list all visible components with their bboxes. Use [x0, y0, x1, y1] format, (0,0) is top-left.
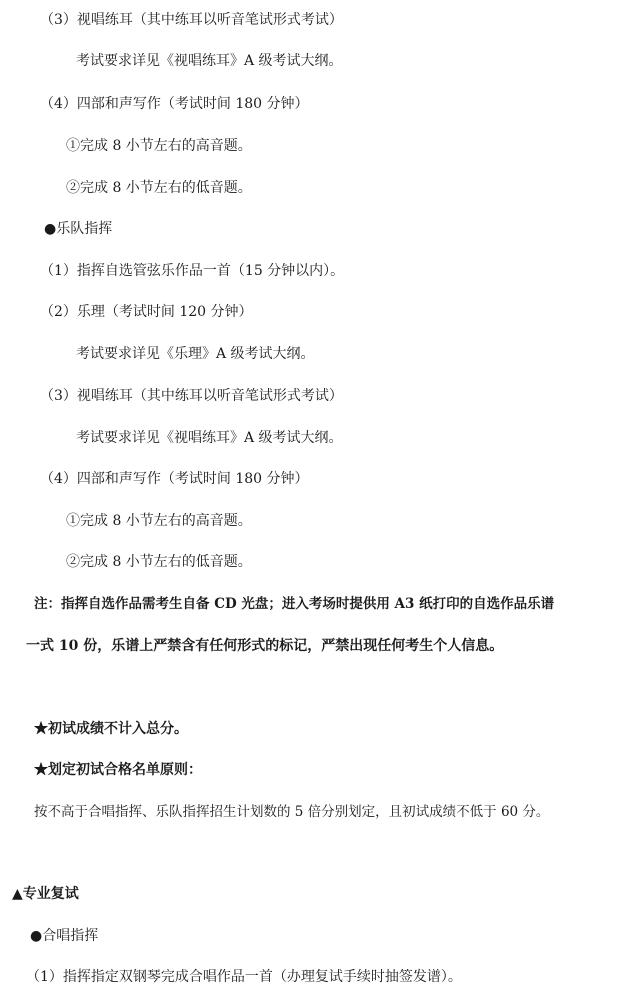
text-line-11: 考试要求详见《视唱练耳》A 级考试大纲。 — [76, 430, 343, 446]
text-line-10: （3）视唱练耳（其中练耳以听音笔试形式考试） — [40, 388, 343, 404]
text-line-3: （4）四部和声写作（考试时间 180 分钟） — [40, 96, 309, 112]
star-item-2: ★划定初试合格名单原则： — [34, 762, 202, 778]
text-line-2: 考试要求详见《视唱练耳》A 级考试大纲。 — [76, 53, 343, 69]
text-line-9: 考试要求详见《乐理》A 级考试大纲。 — [76, 346, 315, 362]
text-line-8: （2）乐理（考试时间 120 分钟） — [40, 304, 253, 320]
text-line-1: （3）视唱练耳（其中练耳以听音笔试形式考试） — [40, 12, 343, 28]
note-line-1: 注：指挥自选作品需考生自备 CD 光盘；进入考场时提供用 A3 纸打印的自选作品乐谱 — [34, 596, 555, 612]
text-line-13: ①完成 8 小节左右的高音题。 — [66, 513, 252, 529]
text-line-12: （4）四部和声写作（考试时间 180 分钟） — [40, 471, 309, 487]
text-line-5: ②完成 8 小节左右的低音题。 — [66, 180, 252, 196]
note-line-2: 一式 10 份，乐谱上严禁含有任何形式的标记，严禁出现任何考生个人信息。 — [26, 638, 504, 654]
text-line-14: ②完成 8 小节左右的低音题。 — [66, 554, 252, 570]
section-heading-retest: ▲专业复试 — [12, 886, 79, 902]
section-heading-choir: ●合唱指挥 — [30, 928, 99, 944]
star-item-1: ★初试成绩不计入总分。 — [34, 721, 188, 737]
section-heading-orchestra: ●乐队指挥 — [44, 221, 113, 237]
text-line-last: （1）指挥指定双钢琴完成合唱作品一首（办理复试手续时抽签发谱）。 — [26, 969, 462, 985]
text-line-4: ①完成 8 小节左右的高音题。 — [66, 138, 252, 154]
text-line-principle: 按不高于合唱指挥、乐队指挥招生计划数的 5 倍分别划定，且初试成绩不低于 60 分。 — [34, 804, 550, 820]
text-line-7: （1）指挥自选管弦乐作品一首（15 分钟以内）。 — [40, 263, 345, 279]
